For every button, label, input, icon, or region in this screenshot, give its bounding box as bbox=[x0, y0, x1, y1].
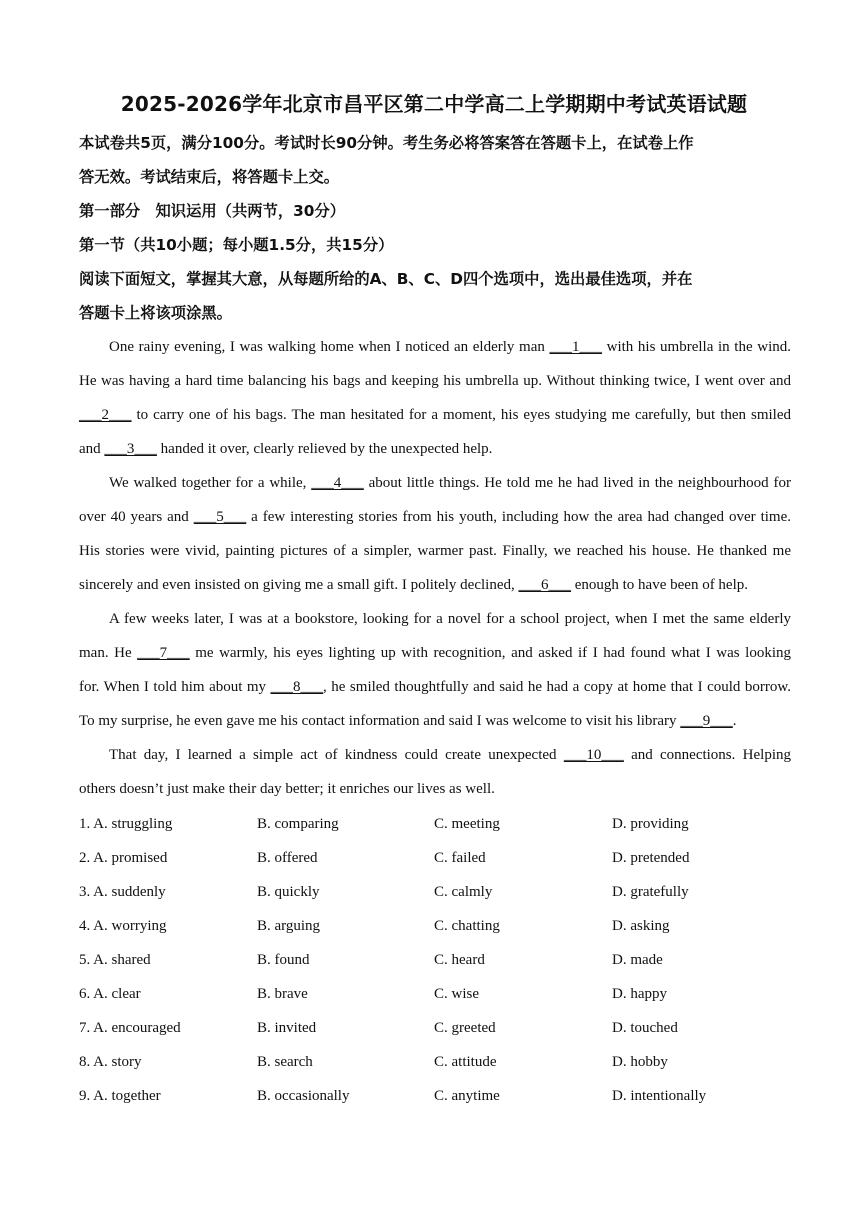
option-b: B. arguing bbox=[257, 918, 321, 934]
passage-line: To my surprise, he even gave me his contact information and said I was welcome to visit his library ___9___. bbox=[79, 713, 737, 729]
option-row bbox=[79, 807, 799, 841]
option-b: B. invited bbox=[257, 1020, 317, 1036]
option-row bbox=[79, 909, 799, 943]
passage-line: We walked together for a while, ___4___ about little things. He told me he had lived in the neighbourhood for bbox=[109, 475, 791, 491]
option-a: 4. A. worrying bbox=[79, 918, 167, 934]
option-b: B. offered bbox=[257, 850, 318, 866]
option-c: C. calmly bbox=[434, 884, 493, 900]
blank-2: ___2___ bbox=[79, 407, 132, 423]
passage-line: A few weeks later, I was at a bookstore, looking for a novel for a school project, when I met the same elderly bbox=[109, 611, 791, 627]
blank-10: ___10___ bbox=[563, 747, 624, 763]
option-c: C. wise bbox=[434, 986, 479, 1002]
option-d: D. made bbox=[612, 952, 663, 968]
option-b: B. comparing bbox=[257, 816, 339, 832]
option-a: 2. A. promised bbox=[79, 850, 168, 866]
notice-line: 本试卷共5页，满分100分。考试时长90分钟。考生务必将答案答在答题卡上，在试卷上作 bbox=[79, 134, 694, 152]
option-b: B. brave bbox=[257, 986, 308, 1002]
task-instruction: 答题卡上将该项涂黑。 bbox=[79, 304, 232, 322]
option-row bbox=[79, 841, 799, 875]
notice-line: 答无效。考试结束后，将答题卡上交。 bbox=[79, 168, 340, 186]
blank-9: ___9___ bbox=[680, 713, 733, 729]
blank-6: ___6___ bbox=[518, 577, 571, 593]
passage-line: over 40 years and ___5___ a few interesting stories from his youth, including how the area had changed over time. bbox=[79, 509, 791, 525]
option-d: D. happy bbox=[612, 986, 667, 1002]
option-c: C. attitude bbox=[434, 1054, 497, 1070]
part-heading: 第一部分 知识运用（共两节，30分） bbox=[79, 202, 346, 220]
blank-8: ___8___ bbox=[270, 679, 324, 695]
passage-line: One rainy evening, I was walking home when I noticed an elderly man ___1___ with his umbrella in the wind. bbox=[109, 339, 791, 355]
option-row bbox=[79, 875, 799, 909]
option-a: 3. A. suddenly bbox=[79, 884, 166, 900]
answer-options bbox=[79, 807, 799, 1113]
option-c: C. chatting bbox=[434, 918, 500, 934]
option-d: D. asking bbox=[612, 918, 670, 934]
option-b: B. found bbox=[257, 952, 310, 968]
option-d: D. providing bbox=[612, 816, 689, 832]
blank-4: ___4___ bbox=[311, 475, 364, 491]
option-b: B. occasionally bbox=[257, 1088, 350, 1104]
option-row bbox=[79, 943, 799, 977]
option-d: D. pretended bbox=[612, 850, 690, 866]
passage-line: man. He ___7___ me warmly, his eyes lighting up with recognition, and asked if I had found what I was looking bbox=[79, 645, 791, 661]
option-a: 6. A. clear bbox=[79, 986, 141, 1002]
passage-line: sincerely and even insisted on giving me a small gift. I politely declined, ___6___ enough to have been of help. bbox=[79, 577, 749, 593]
option-d: D. intentionally bbox=[612, 1088, 707, 1104]
option-a: 9. A. together bbox=[79, 1088, 161, 1104]
option-a: 8. A. story bbox=[79, 1054, 142, 1070]
exam-notice bbox=[79, 126, 791, 330]
option-row bbox=[79, 977, 799, 1011]
option-c: C. anytime bbox=[434, 1088, 500, 1104]
option-d: D. touched bbox=[612, 1020, 678, 1036]
option-b: B. search bbox=[257, 1054, 313, 1070]
passage-line: He was having a hard time balancing his bags and keeping his umbrella up. Without thinking twice, I went over and bbox=[79, 373, 791, 389]
option-a: 1. A. struggling bbox=[79, 816, 173, 832]
option-c: C. meeting bbox=[434, 816, 500, 832]
option-row bbox=[79, 1045, 799, 1079]
passage-line: others doesn’t just make their day better; it enriches our lives as well. bbox=[79, 781, 495, 797]
passage-line: and ___3___ handed it over, clearly relieved by the unexpected help. bbox=[79, 441, 493, 457]
option-a: 7. A. encouraged bbox=[79, 1020, 181, 1036]
option-c: C. failed bbox=[434, 850, 486, 866]
passage-line: His stories were vivid, painting pictures of a simpler, warmer past. Finally, we reached his house. He thanked me bbox=[79, 543, 791, 559]
passage-line: That day, I learned a simple act of kindness could create unexpected ___10___ and connections. Helping bbox=[109, 747, 791, 763]
option-b: B. quickly bbox=[257, 884, 320, 900]
option-row bbox=[79, 1011, 799, 1045]
blank-5: ___5___ bbox=[193, 509, 247, 525]
section-heading: 第一节（共10小题；每小题1.5分，共15分） bbox=[79, 236, 394, 254]
option-c: C. greeted bbox=[434, 1020, 496, 1036]
blank-3: ___3___ bbox=[104, 441, 157, 457]
passage-line: for. When I told him about my ___8___, he smiled thoughtfully and said he had a copy at home that I could borrow. bbox=[79, 679, 791, 695]
passage-line: ___2___ to carry one of his bags. The man hesitated for a moment, his eyes studying me carefully, but then smiled bbox=[79, 407, 791, 423]
option-row bbox=[79, 1079, 799, 1113]
option-d: D. gratefully bbox=[612, 884, 689, 900]
blank-7: ___7___ bbox=[137, 645, 190, 661]
option-a: 5. A. shared bbox=[79, 952, 151, 968]
option-c: C. heard bbox=[434, 952, 485, 968]
cloze-passage bbox=[79, 330, 791, 806]
exam-title: 2025-2026学年北京市昌平区第二中学高二上学期期中考试英语试题 bbox=[120, 92, 748, 116]
blank-1: ___1___ bbox=[549, 339, 602, 355]
task-instruction: 阅读下面短文，掌握其大意，从每题所给的A、B、C、D四个选项中，选出最佳选项，并在 bbox=[79, 270, 693, 288]
option-d: D. hobby bbox=[612, 1054, 668, 1070]
